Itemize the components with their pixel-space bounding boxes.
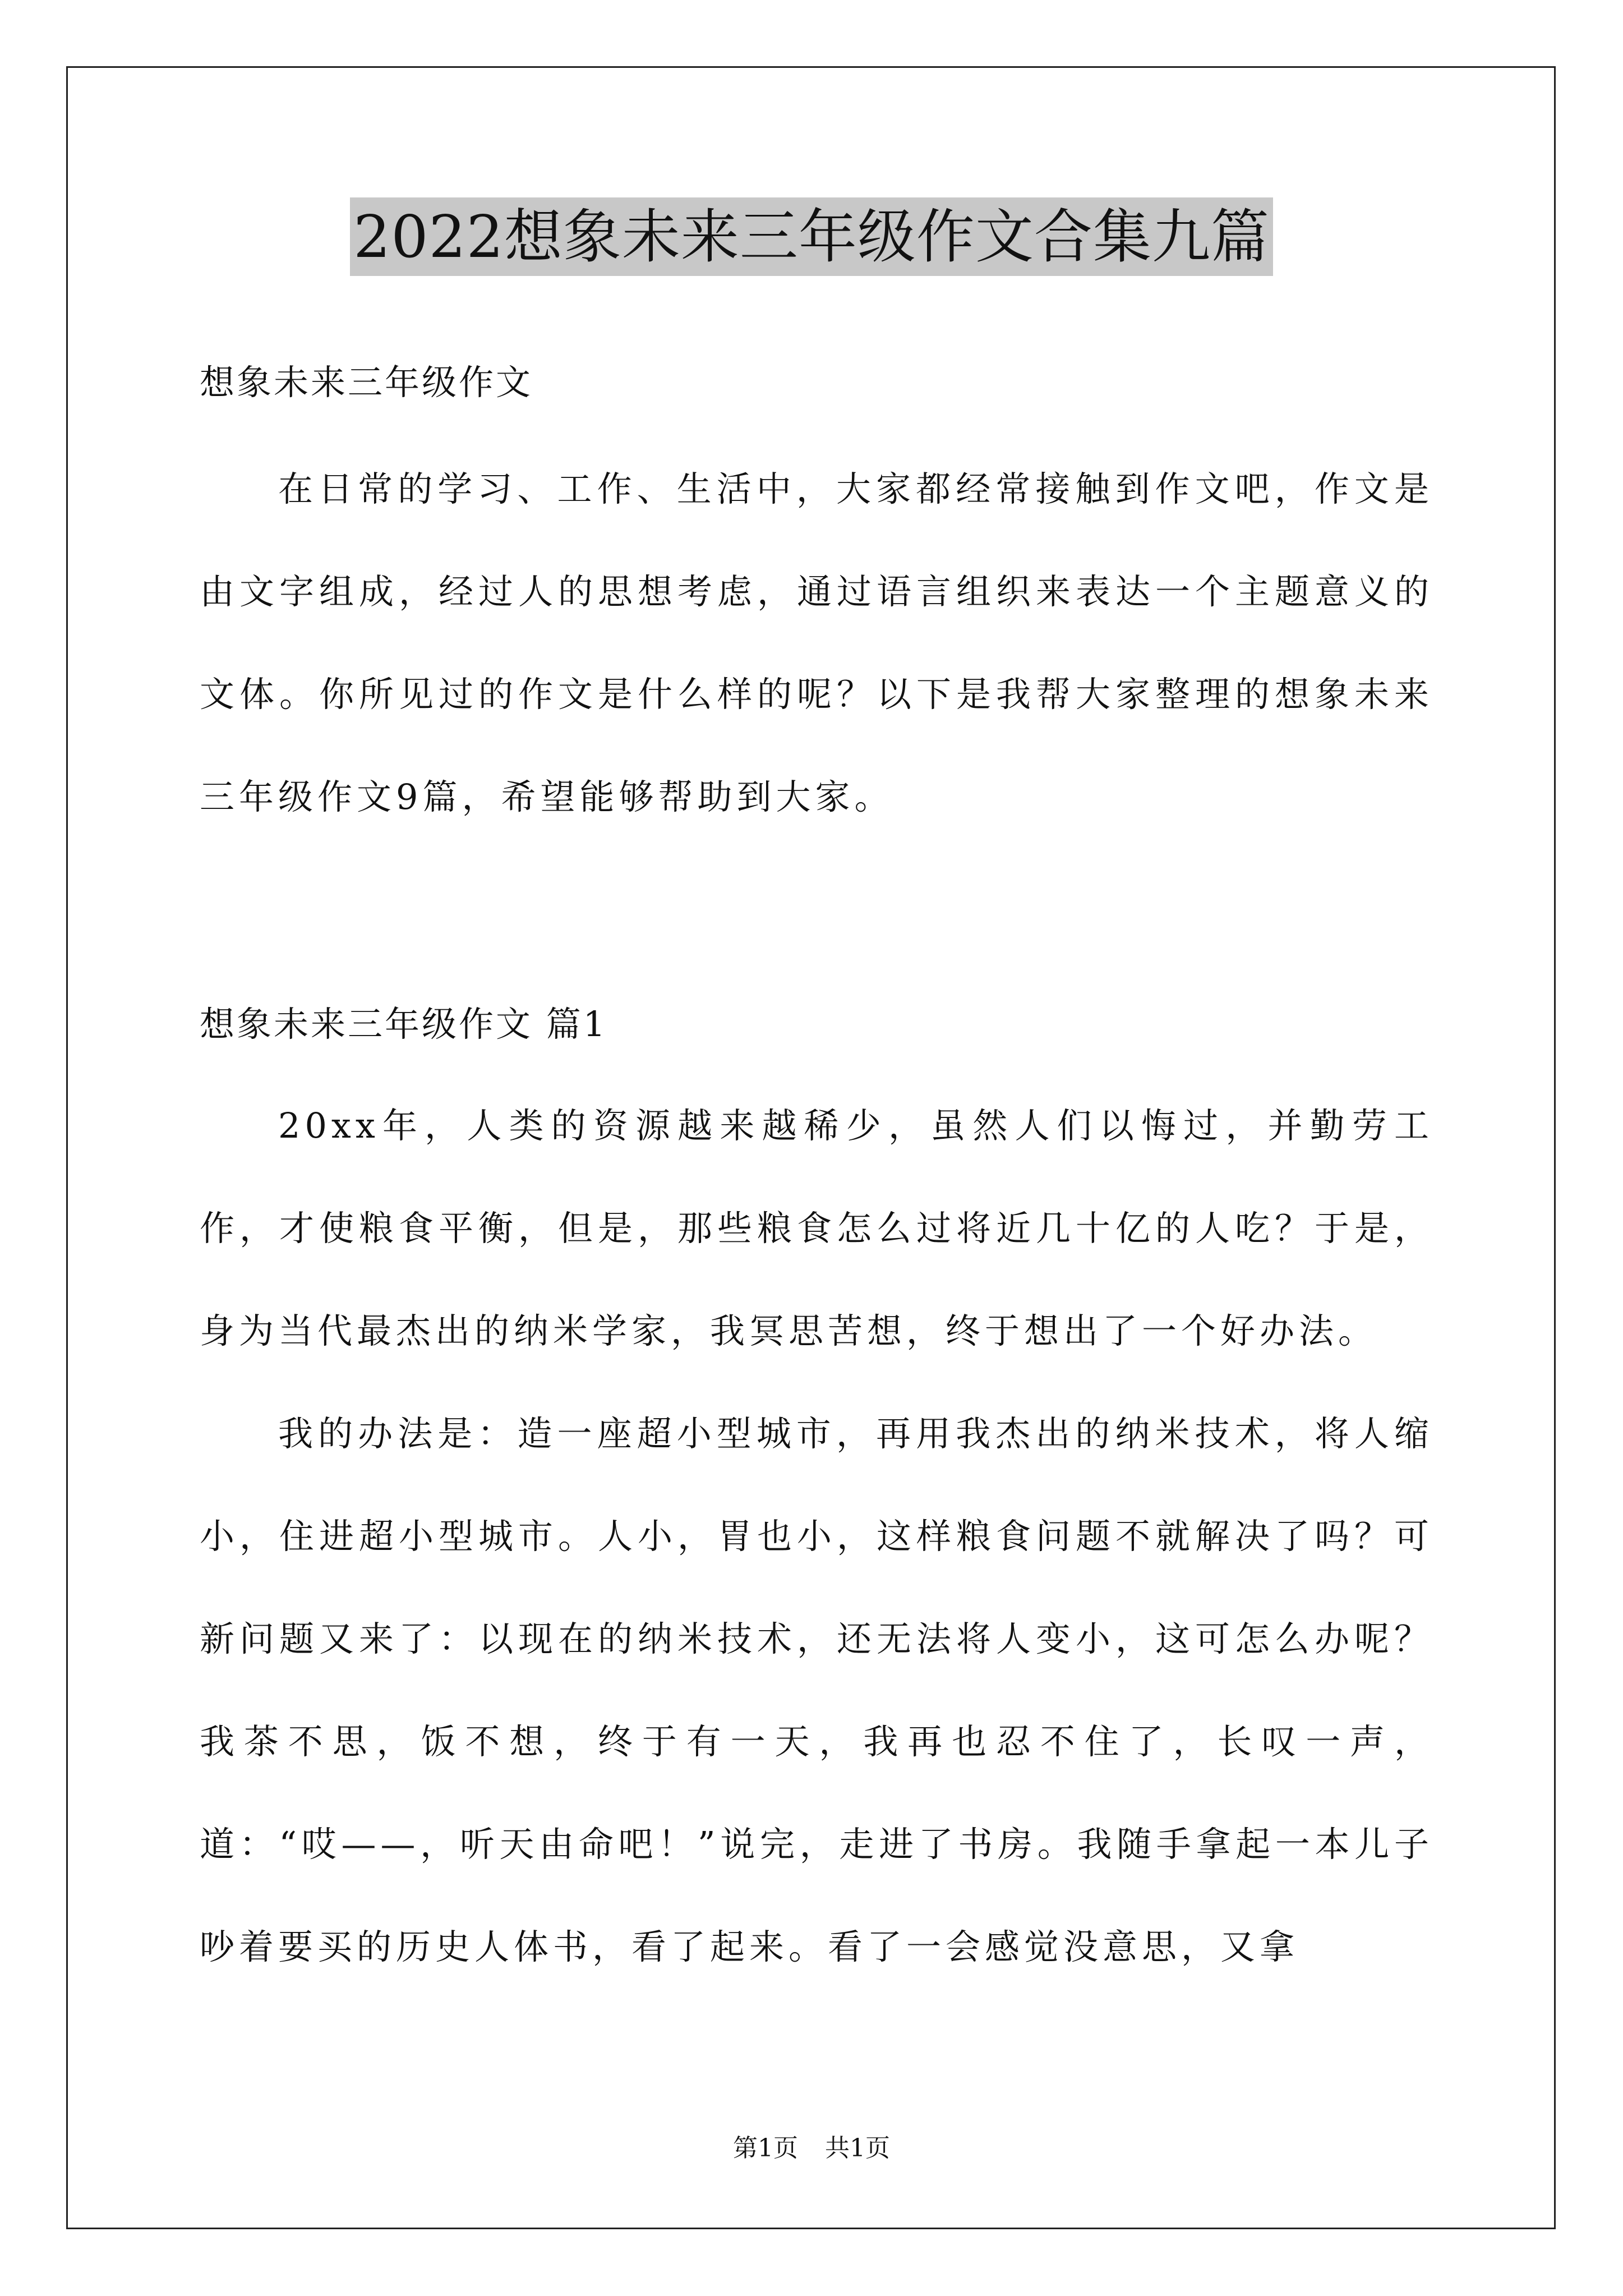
section1-block [200, 1074, 1433, 1998]
intro-heading: 想象未来三年级作文 [200, 362, 533, 403]
section1-heading: 想象未来三年级作文 篇1 [200, 1004, 608, 1045]
title-container [0, 197, 1623, 276]
page-number: 第1页 [733, 2134, 798, 2162]
page-footer [0, 2132, 1623, 2165]
intro-block [200, 438, 1433, 848]
section1-paragraph-1: 20xx年，人类的资源越来越稀少，虽然人们以悔过，并勤劳工作，才使粮食平衡，但是，那些粮食怎么过将近几十亿的人吃？于是，身为当代最杰出的纳米学家，我冥思苦想，终于想出了一个好办法。 [200, 1105, 1433, 1351]
intro-paragraph: 在日常的学习、工作、生活中，大家都经常接触到作文吧，作文是由文字组成，经过人的思想考虑，通过语言组织来表达一个主题意义的文体。你所见过的作文是什么样的呢？以下是我帮大家整理的想象未来三年级作文9篇，希望能够帮助到大家。 [200, 468, 1433, 817]
page-total: 共1页 [825, 2134, 890, 2162]
document-title: 2022想象未来三年级作文合集九篇 [350, 197, 1273, 276]
section1-paragraph-2: 我的办法是：造一座超小型城市，再用我杰出的纳米技术，将人缩小，住进超小型城市。人小，胃也小，这样粮食问题不就解决了吗？可新问题又来了：以现在的纳米技术，还无法将人变小，这可怎么办呢？我茶不思，饭不想，终于有一天，我再也忍不住了，长叹一声，道：“哎——，听天由命吧！”说完，走进了书房。我随手拿起一本儿子吵着要买的历史人体书，看了起来。看了一会感觉没意思，又拿 [200, 1413, 1433, 1967]
